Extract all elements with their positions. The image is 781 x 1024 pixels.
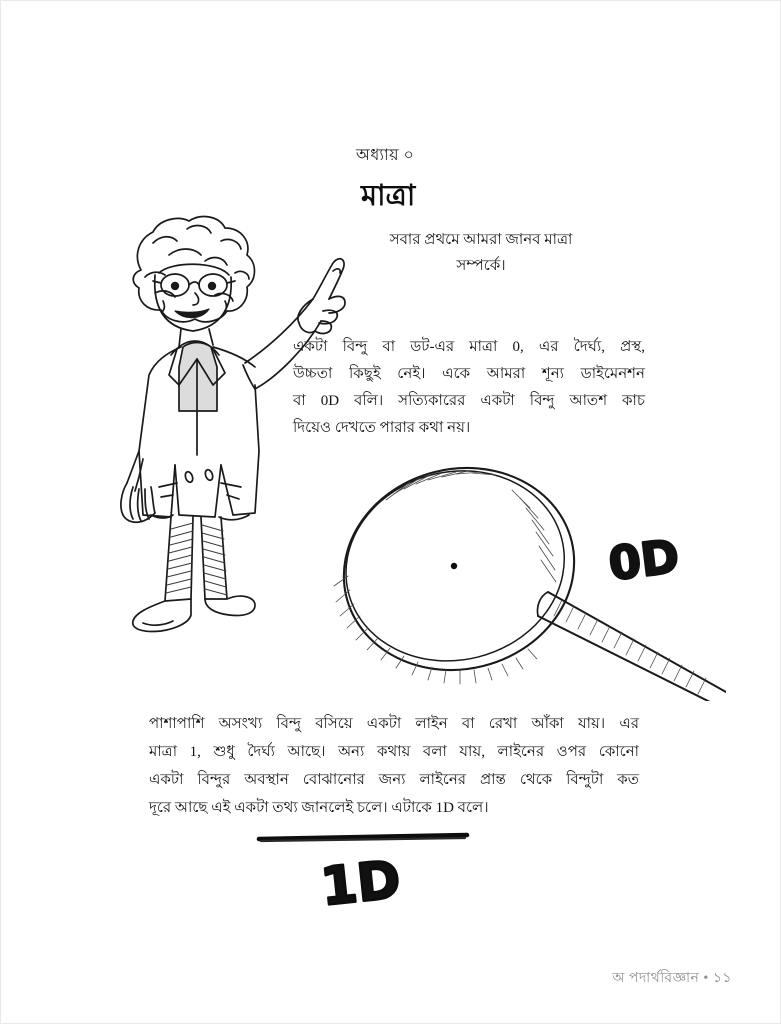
intro-paragraph-line: সবার প্রথমে আমরা জানব মাত্রা: [389, 232, 573, 248]
intro-paragraph-line: সম্পর্কে।: [456, 258, 506, 274]
chapter-label: অধ্যায় ০: [356, 147, 415, 164]
rim-hatching: [334, 471, 556, 684]
one-dimension-illustration: [251, 827, 541, 922]
shoes: [133, 596, 255, 631]
paragraph-line: পাশাপাশি অসংখ্য বিন্দু বসিয়ে একটা লাইন বা রেখা আঁকা যায়। এর: [149, 716, 639, 732]
one-dimensional-line-shape: [259, 835, 467, 841]
paragraph-line: দিয়েও দেখতে পারার কথা নয়।: [293, 420, 471, 436]
paragraph-line: উচ্চতা কিছুই নেই। একে আমরা শূন্য ডাইমেনশন: [293, 366, 645, 382]
left-hand: [121, 451, 155, 522]
body-paragraph-bottom: [149, 710, 639, 822]
footer-book-mark: অ: [612, 971, 625, 986]
footer-page-number: ১১: [712, 971, 732, 986]
trousers: [165, 517, 227, 601]
intro-paragraph: [336, 227, 626, 279]
zero-d-text: 0D: [605, 528, 683, 591]
paragraph-line: মাত্রা 1, শুধু দৈর্ঘ্য আছে। অন্য কথায় বলা যায়, লাইনের ওপর কোনো: [149, 744, 639, 760]
paragraph-line: একটা বিন্দু বা ডট-এর মাত্রা 0, এর দৈর্ঘ্য, প্রস্থ,: [293, 339, 645, 355]
magnifying-glass-illustration: [326, 456, 726, 701]
hair-icon: [133, 217, 254, 322]
footer-separator: •: [703, 971, 709, 986]
paragraph-line: বা 0D বলি। সত্যিকারের একটা বিন্দু আতশ কাচ: [293, 393, 645, 409]
body-paragraph-top: [293, 334, 645, 442]
lens-rim: [326, 456, 596, 694]
page-footer: [612, 966, 732, 990]
footer-subject: পদার্থবিজ্ঞান: [628, 971, 700, 986]
zero-d-hand-label: [606, 529, 682, 591]
one-d-text: 1D: [318, 849, 404, 918]
page-title: মাত্রা: [361, 180, 416, 212]
zero-dimension-point: [451, 563, 457, 569]
magnifier-handle: [537, 592, 726, 701]
paragraph-line: দূরে আছে এই একটা তথ্য জানলেই চলে। এটাকে 1D বলে।: [149, 800, 489, 816]
paragraph-line: একটা বিন্দুর অবস্থান বোঝানোর জন্য লাইনের প্রান্ত থেকে বিন্দুটা কত: [149, 772, 639, 788]
